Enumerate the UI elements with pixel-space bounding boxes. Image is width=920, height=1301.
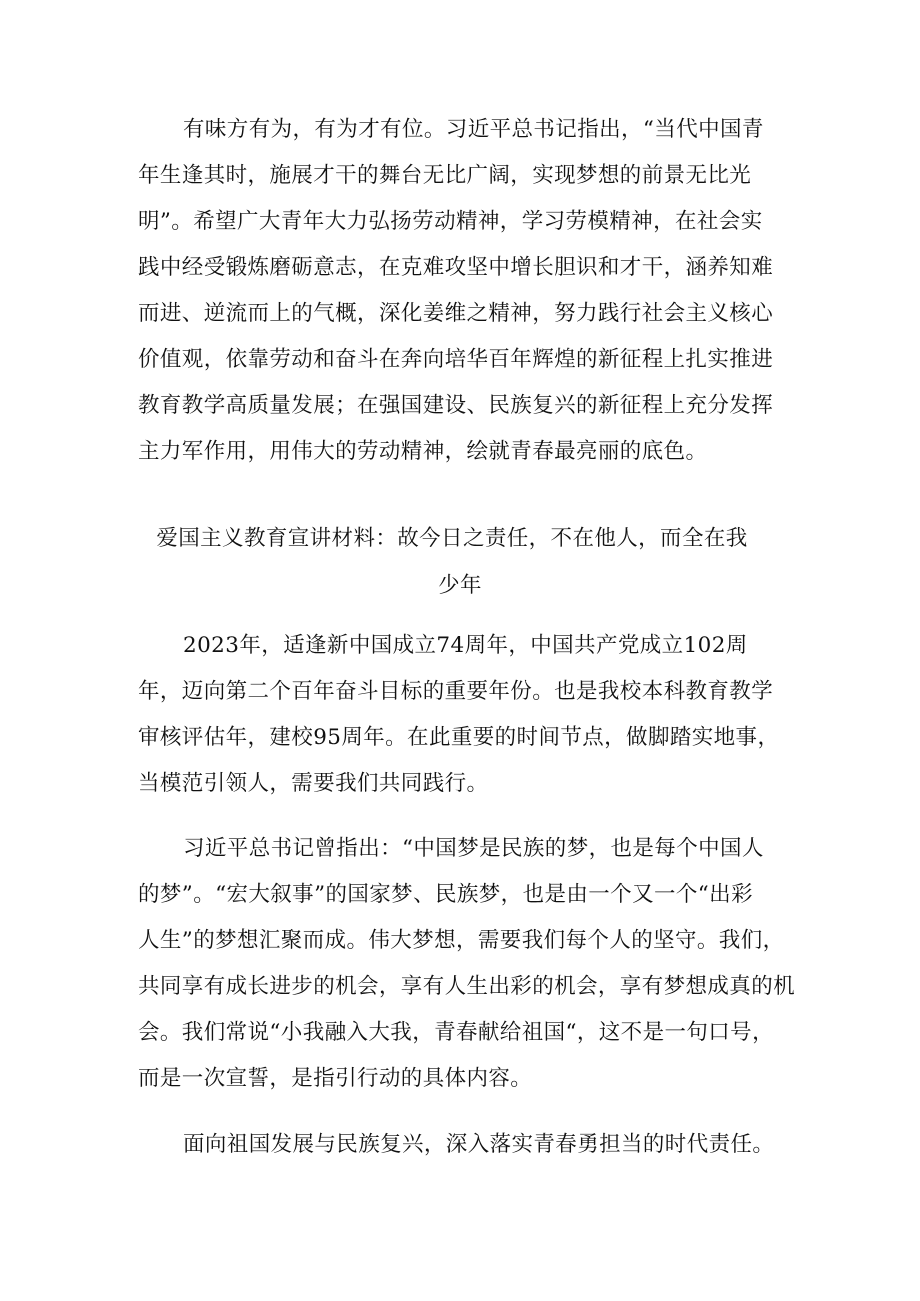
paragraph-line: 共同享有成长进步的机会，享有人生出彩的机会，享有梦想成真的机 xyxy=(138,974,796,999)
paragraph-line: 年生逢其时，施展才干的舞台无比广阔，实现梦想的前景无比光 xyxy=(138,163,752,188)
paragraph-line: 有味方有为，有为才有位。习近平总书记指出，“当代中国青 xyxy=(183,117,764,142)
paragraph-line: 而是一次宣誓，是指引行动的具体内容。 xyxy=(138,1066,533,1091)
paragraph-line: 当模范引领人，需要我们共同践行。 xyxy=(138,771,489,796)
paragraph-line: 2023年，适逢新中国成立74周年，中国共产党成立102周 xyxy=(183,633,748,658)
paragraph-line: 审核评估年，建校95周年。在此重要的时间节点，做脚踏实地事， xyxy=(138,725,780,750)
paragraph-line: 人生”的梦想汇聚而成。伟大梦想，需要我们每个人的坚守。我们， xyxy=(138,928,785,953)
section-title-line: 少年 xyxy=(438,573,482,598)
paragraph-line: 践中经受锻炼磨砺意志，在克难攻坚中增长胆识和才干，涵养知难 xyxy=(138,255,774,280)
paragraph-line: 明”。希望广大青年大力弘扬劳动精神，学习劳模精神，在社会实 xyxy=(138,209,763,234)
paragraph-line: 教育教学高质量发展；在强国建设、民族复兴的新征程上充分发挥 xyxy=(138,393,774,418)
paragraph-line: 面向祖国发展与民族复兴，深入落实青春勇担当的时代责任。 xyxy=(183,1132,775,1157)
paragraph-line: 而进、逆流而上的气概，深化姜维之精神，努力践行社会主义核心 xyxy=(138,301,774,326)
paragraph-line: 主力军作用，用伟大的劳动精神，绘就青春最亮丽的底色。 xyxy=(138,439,708,464)
paragraph-line: 价值观，依靠劳动和奋斗在奔向培华百年辉煌的新征程上扎实推进 xyxy=(138,347,774,372)
paragraph-line: 会。我们常说“小我融入大我，青春献给祖国“，这不是一句口号， xyxy=(138,1020,774,1045)
section-title-line: 爱国主义教育宣讲材料：故今日之责任，不在他人，而全在我 xyxy=(156,526,748,551)
paragraph-line: 习近平总书记曾指出：“中国梦是民族的梦，也是每个中国人 xyxy=(183,836,764,861)
paragraph-line: 年，迈向第二个百年奋斗目标的重要年份。也是我校本科教育教学 xyxy=(138,679,774,704)
paragraph-line: 的梦”。“宏大叙事”的国家梦、民族梦，也是由一个又一个“出彩 xyxy=(138,882,753,907)
